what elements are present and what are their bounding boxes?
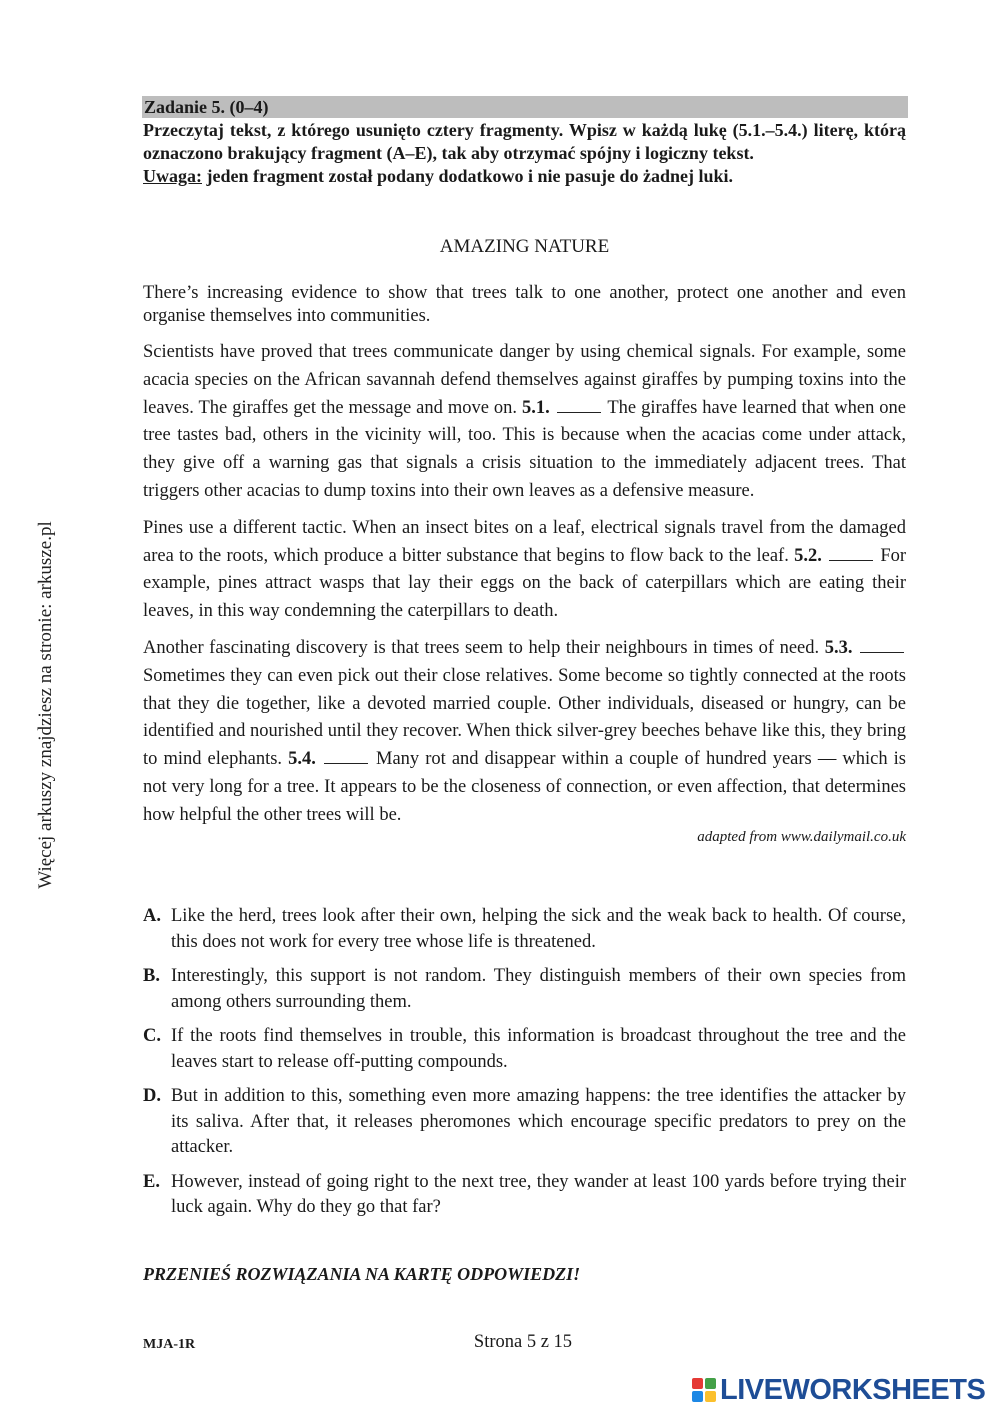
paragraph-4-middle: Sometimes they can even pick out their close relatives. Some become so tightly connected at the roots that they die together, like a devoted married couple. Other individuals, diseased or hungry, can be identified and nourished until they recover. When thick silver-grey beeches behave like this, they bring to mind elephants. [143,665,906,770]
option-text: Interestingly, this support is not random. They distinguish members of their own species from among others surrounding them. [171,966,906,1012]
paragraph-2 [143,339,906,506]
transfer-instruction: PRZENIEŚ ROZWIĄZANIA NA KARTĘ ODPOWIEDZI! [143,1264,581,1284]
gap-5-3-label: 5.3. [824,637,853,658]
article-source: adapted from www.dailymail.co.uk [697,828,906,845]
instruction-note [143,165,906,188]
option-b [143,964,906,1015]
logo-square [692,1391,703,1402]
gap-5-1-label: 5.1. [522,397,550,418]
paragraph-4-end: Many rot and disappear within a couple of hundred years — which is not very long for a tree. It appears to be the closeness of connection, or even affection, that determines how helpful the other trees will be. [143,749,906,825]
note-text: jeden fragment został podany dodatkowo i nie pasuje do żadnej luki. [202,166,734,186]
paragraph-3-end: For example, pines attract wasps that lay their eggs on the back of caterpillars which are eating their leaves, in this way condemning the caterpillars to death. [143,545,907,622]
option-letter: C. [143,1026,161,1046]
article-title: AMAZING NATURE [439,236,610,257]
option-letter: A. [143,906,161,926]
paragraph-4 [143,635,906,830]
option-text: However, instead of going right to the next tree, they wander at least 100 yards before trying their luck again. Why do they go that far? [171,1171,906,1217]
gap-5-2-blank[interactable] [829,544,873,561]
option-letter: D. [143,1086,161,1106]
option-c [143,1024,906,1075]
gap-5-3-blank[interactable] [860,636,904,653]
gap-5-4-label: 5.4. [288,749,316,770]
paragraph-3 [143,515,906,626]
option-text: But in addition to this, something even more amazing happens: the tree identifies the attacker by its saliva. After that, it releases pheromones which encourage specific predators to prey on the attacker. [171,1086,906,1157]
gap-5-4-blank[interactable] [324,747,368,764]
page-number: Strona 5 z 15 [473,1332,573,1352]
note-label: Uwaga: [143,166,202,186]
paragraph-4-start: Another fascinating discovery is that trees seem to help their neighbours in times of need. [143,637,825,658]
option-e [143,1170,906,1221]
option-a [143,904,906,955]
option-text: Like the herd, trees look after their own, helping the sick and the weak back to health. Of course, this does not work for every tree whose life is threatened. [171,906,906,952]
task-instructions [143,119,906,188]
instruction-text: Przeczytaj tekst, z którego usunięto cztery fragmenty. Wpisz w każdą lukę (5.1.–5.4.) literę, którą oznaczono brakujący fragment (A–E), tak aby otrzymać spójny i logiczny tekst. [143,120,906,163]
task-heading: Zadanie 5. (0–4) [142,96,908,118]
gap-5-2-label: 5.2. [794,545,822,566]
option-letter: B. [143,966,160,986]
option-text: If the roots find themselves in trouble, this information is broadcast throughout the tree and the leaves start to release off-putting compounds. [171,1026,906,1072]
option-letter: E. [143,1171,160,1192]
gap-5-1-blank[interactable] [557,396,601,413]
paragraph-2-start: Scientists have proved that trees communicate danger by using chemical signals. For example, some acacia species on the African savannah defend themselves against giraffes by pumping toxins into the leaves. The giraffes get the message and move on. [143,342,906,418]
logo-square [705,1391,716,1402]
option-d [143,1084,906,1161]
sidebar-watermark: Więcej arkuszy znajdziesz na stronie: arkusze.pl [35,521,56,889]
logo-square [692,1378,703,1389]
paragraph-2-end: The giraffes have learned that when one tree tastes bad, others in the vicinity will, too. This is because when the acacias come under attack, they give off a warning gas that signals a crisis situation to the immediately adjacent trees. That triggers other acacias to dump toxins into their own leaves as a defensive measure. [143,397,907,501]
paragraph-1: There’s increasing evidence to show that trees talk to one another, protect one another and even organise themselves into communities. [143,283,906,326]
logo-square [705,1378,716,1389]
paragraph-3-start: Pines use a different tactic. When an insect bites on a leaf, electrical signals travel from the damaged area to the roots, which produce a bitter substance that begins to flow back to the leaf. [143,517,906,566]
logo-grid-icon [692,1378,716,1402]
brand-name: LIVEWORKSHEETS [720,1373,986,1406]
options-list [143,904,906,1230]
article-body [143,282,906,846]
exam-code: MJA-1R [143,1337,196,1352]
liveworksheets-logo[interactable] [692,1374,985,1406]
